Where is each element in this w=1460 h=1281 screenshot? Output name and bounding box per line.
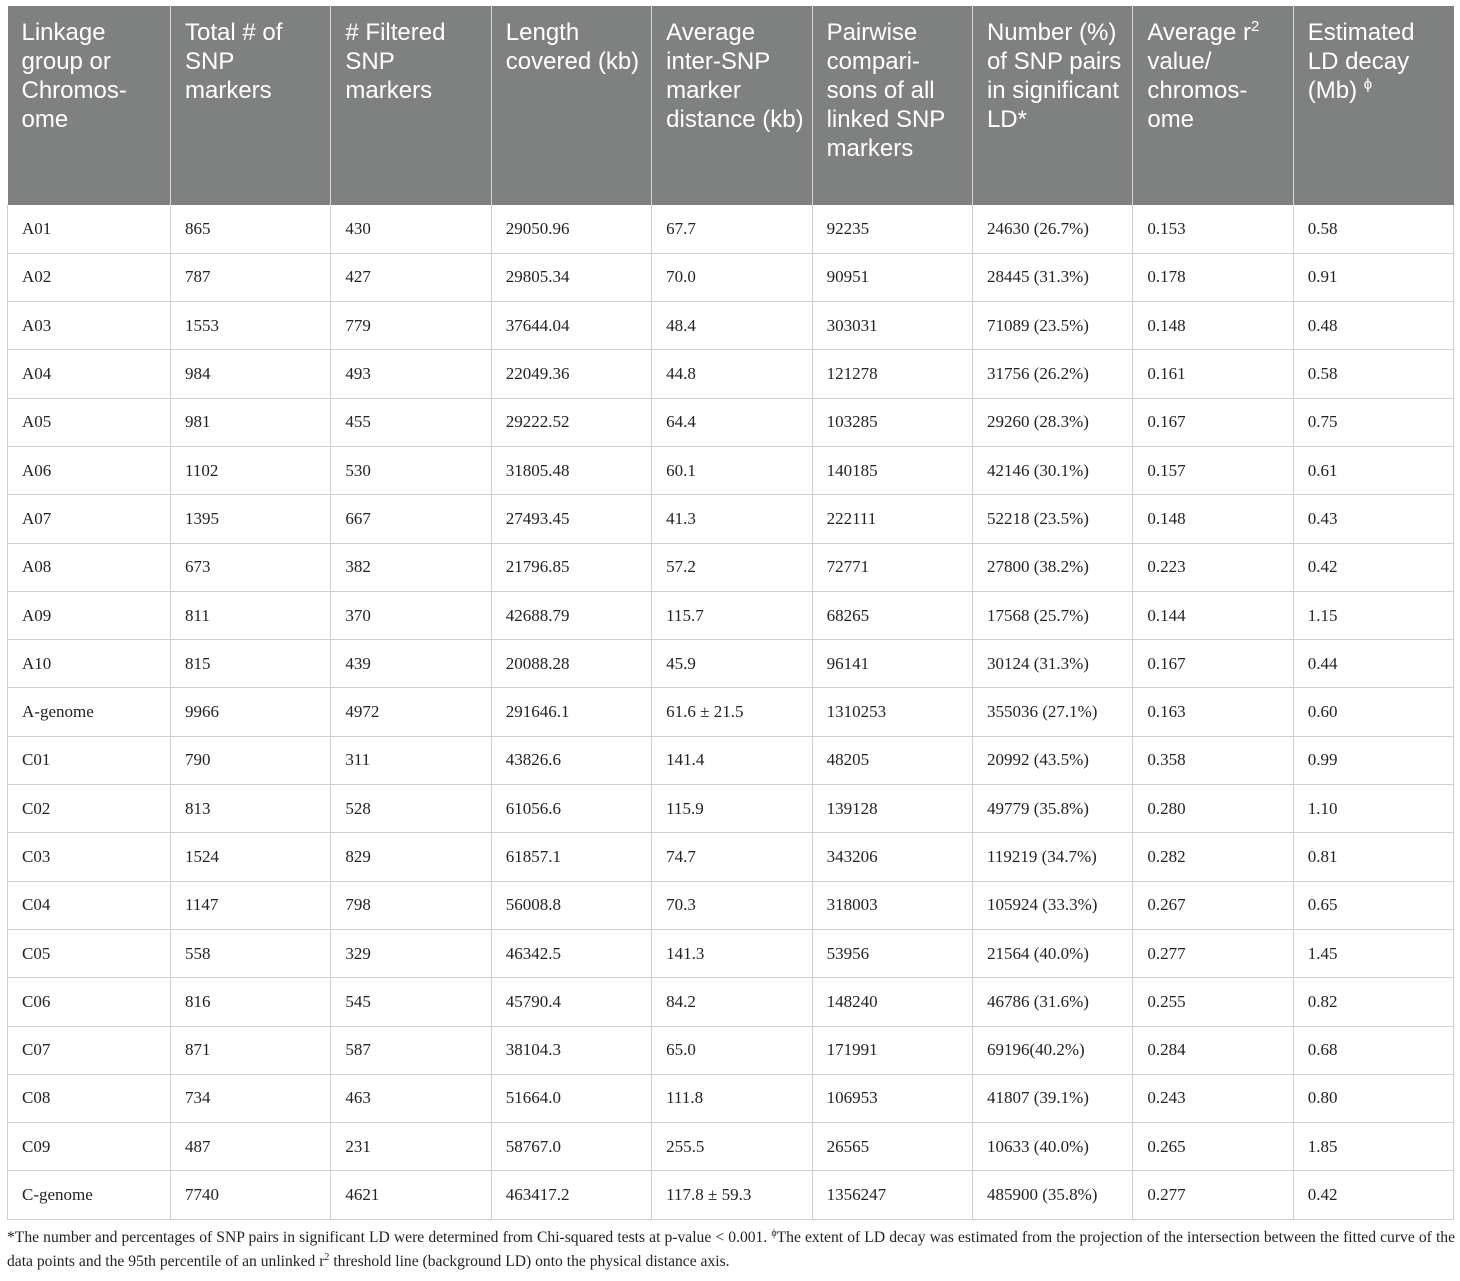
table-cell: 42146 (30.1%)	[972, 446, 1132, 494]
table-cell: 111.8	[652, 1074, 812, 1122]
column-header-pre: Estimated LD decay (Mb)	[1307, 19, 1415, 104]
table-row	[8, 495, 1454, 543]
table-cell: 545	[331, 978, 491, 1026]
table-cell: 71089 (23.5%)	[972, 302, 1132, 350]
table-cell: A06	[8, 446, 171, 494]
table-cell: 1102	[171, 446, 331, 494]
table-row	[8, 736, 1454, 784]
table-row	[8, 1171, 1454, 1219]
table-cell: 9966	[171, 688, 331, 736]
table-cell: C05	[8, 929, 171, 977]
table-cell: 981	[171, 398, 331, 446]
table-cell: 255.5	[652, 1123, 812, 1171]
table-cell: 0.267	[1133, 881, 1293, 929]
table-cell: 4972	[331, 688, 491, 736]
table-row	[8, 929, 1454, 977]
table-cell: 0.284	[1133, 1026, 1293, 1074]
table-cell: 61857.1	[491, 833, 651, 881]
table-cell: 46786 (31.6%)	[972, 978, 1132, 1026]
table-cell: 57.2	[652, 543, 812, 591]
table-cell: 139128	[812, 785, 972, 833]
table-cell: 0.243	[1133, 1074, 1293, 1122]
table-cell: 1524	[171, 833, 331, 881]
table-cell: 121278	[812, 350, 972, 398]
table-cell: 0.75	[1293, 398, 1453, 446]
table-cell: 115.7	[652, 591, 812, 639]
table-cell: A08	[8, 543, 171, 591]
table-cell: 1.85	[1293, 1123, 1453, 1171]
table-cell: 779	[331, 302, 491, 350]
table-cell: 303031	[812, 302, 972, 350]
table-cell: 0.167	[1133, 398, 1293, 446]
table-cell: 0.280	[1133, 785, 1293, 833]
table-cell: 1.15	[1293, 591, 1453, 639]
table-cell: 70.0	[652, 253, 812, 301]
table-cell: 815	[171, 640, 331, 688]
column-header: # Filtered SNP markers	[331, 6, 491, 205]
table-cell: 984	[171, 350, 331, 398]
table-cell: 96141	[812, 640, 972, 688]
table-cell: 0.65	[1293, 881, 1453, 929]
table-cell: 530	[331, 446, 491, 494]
table-cell: 69196(40.2%)	[972, 1026, 1132, 1074]
table-body	[8, 205, 1454, 1219]
table-cell: 44.8	[652, 350, 812, 398]
column-header-sup: ϕ	[1363, 76, 1373, 93]
table-cell: 1.10	[1293, 785, 1453, 833]
table-cell: 0.223	[1133, 543, 1293, 591]
table-cell: 811	[171, 591, 331, 639]
table-cell: A04	[8, 350, 171, 398]
table-cell: 46342.5	[491, 929, 651, 977]
ld-summary-table	[7, 6, 1454, 1220]
column-header-pre: Average r	[1147, 19, 1251, 46]
table-cell: 0.91	[1293, 253, 1453, 301]
table-cell: 343206	[812, 833, 972, 881]
table-row	[8, 833, 1454, 881]
table-cell: C03	[8, 833, 171, 881]
table-cell: 74.7	[652, 833, 812, 881]
table-cell: 587	[331, 1026, 491, 1074]
table-cell: A02	[8, 253, 171, 301]
table-header	[8, 6, 1454, 205]
table-cell: 56008.8	[491, 881, 651, 929]
table-cell: 667	[331, 495, 491, 543]
table-cell: 30124 (31.3%)	[972, 640, 1132, 688]
table-cell: 29260 (28.3%)	[972, 398, 1132, 446]
table-cell: 43826.6	[491, 736, 651, 784]
table-cell: C09	[8, 1123, 171, 1171]
footnote-text-1: *The number and percentages of SNP pairs in significant LD were determined from Chi-squared tests at p-value < 0.001.	[7, 1229, 772, 1246]
table-cell: 222111	[812, 495, 972, 543]
table-cell: 558	[171, 929, 331, 977]
table-cell: 48205	[812, 736, 972, 784]
table-cell: 865	[171, 205, 331, 253]
table-cell: 528	[331, 785, 491, 833]
table-cell: 329	[331, 929, 491, 977]
table-cell: 90951	[812, 253, 972, 301]
table-cell: 231	[331, 1123, 491, 1171]
table-cell: A01	[8, 205, 171, 253]
table-cell: 463417.2	[491, 1171, 651, 1219]
table-cell: 787	[171, 253, 331, 301]
table-cell: 22049.36	[491, 350, 651, 398]
table-cell: 673	[171, 543, 331, 591]
table-cell: 61056.6	[491, 785, 651, 833]
table-cell: C08	[8, 1074, 171, 1122]
table-cell: 41807 (39.1%)	[972, 1074, 1132, 1122]
table-cell: 0.167	[1133, 640, 1293, 688]
table-cell: 115.9	[652, 785, 812, 833]
table-cell: 0.144	[1133, 591, 1293, 639]
table-cell: 141.3	[652, 929, 812, 977]
table-cell: 0.277	[1133, 929, 1293, 977]
column-header	[1293, 6, 1453, 205]
table-cell: 67.7	[652, 205, 812, 253]
table-row	[8, 640, 1454, 688]
header-row	[8, 6, 1454, 205]
table-cell: 65.0	[652, 1026, 812, 1074]
table-cell: 68265	[812, 591, 972, 639]
table-cell: 0.282	[1133, 833, 1293, 881]
table-cell: 31805.48	[491, 446, 651, 494]
table-cell: 0.80	[1293, 1074, 1453, 1122]
table-row	[8, 978, 1454, 1026]
table-cell: C-genome	[8, 1171, 171, 1219]
column-header	[1133, 6, 1293, 205]
column-header: Linkage group or Chromos-ome	[8, 6, 171, 205]
table-cell: 1356247	[812, 1171, 972, 1219]
table-row	[8, 350, 1454, 398]
table-cell: 70.3	[652, 881, 812, 929]
table-cell: A07	[8, 495, 171, 543]
table-cell: 26565	[812, 1123, 972, 1171]
table-cell: 48.4	[652, 302, 812, 350]
table-cell: 734	[171, 1074, 331, 1122]
table-cell: 21796.85	[491, 543, 651, 591]
table-cell: 1553	[171, 302, 331, 350]
table-cell: 0.157	[1133, 446, 1293, 494]
table-cell: C04	[8, 881, 171, 929]
table-cell: 1395	[171, 495, 331, 543]
table-cell: 0.163	[1133, 688, 1293, 736]
table-cell: 49779 (35.8%)	[972, 785, 1132, 833]
table-cell: 463	[331, 1074, 491, 1122]
table-cell: 21564 (40.0%)	[972, 929, 1132, 977]
table-cell: 29805.34	[491, 253, 651, 301]
table-cell: 37644.04	[491, 302, 651, 350]
column-header-sup: 2	[1250, 18, 1260, 35]
table-cell: A05	[8, 398, 171, 446]
table-row	[8, 1026, 1454, 1074]
table-cell: 0.42	[1293, 543, 1453, 591]
table-cell: 103285	[812, 398, 972, 446]
table-cell: 117.8 ± 59.3	[652, 1171, 812, 1219]
table-row	[8, 785, 1454, 833]
footnote-superscript-2: 2	[324, 1251, 330, 1263]
table-cell: 20088.28	[491, 640, 651, 688]
table-cell: 0.60	[1293, 688, 1453, 736]
table-cell: 798	[331, 881, 491, 929]
footnote-text-2: The extent of LD decay was estimated from the projection of the intersection between the fitted curve of the data points and the 95th percentile of an unlinked r	[7, 1229, 1456, 1270]
table-cell: 45.9	[652, 640, 812, 688]
table-cell: 0.153	[1133, 205, 1293, 253]
table-cell: 427	[331, 253, 491, 301]
table-row	[8, 302, 1454, 350]
table-cell: 119219 (34.7%)	[972, 833, 1132, 881]
table-cell: 0.99	[1293, 736, 1453, 784]
table-cell: 31756 (26.2%)	[972, 350, 1132, 398]
column-header: Length covered (kb)	[491, 6, 651, 205]
table-cell: 0.61	[1293, 446, 1453, 494]
table-cell: 0.44	[1293, 640, 1453, 688]
table-cell: C06	[8, 978, 171, 1026]
table-cell: 816	[171, 978, 331, 1026]
table-cell: 28445 (31.3%)	[972, 253, 1132, 301]
table-cell: 171991	[812, 1026, 972, 1074]
table-cell: 455	[331, 398, 491, 446]
table-cell: 318003	[812, 881, 972, 929]
table-row	[8, 881, 1454, 929]
table-cell: 4621	[331, 1171, 491, 1219]
table-row	[8, 253, 1454, 301]
table-cell: 370	[331, 591, 491, 639]
table-cell: 0.81	[1293, 833, 1453, 881]
table-cell: 439	[331, 640, 491, 688]
table-cell: 42688.79	[491, 591, 651, 639]
table-row	[8, 1123, 1454, 1171]
table-cell: 106953	[812, 1074, 972, 1122]
table-cell: 58767.0	[491, 1123, 651, 1171]
table-cell: 0.148	[1133, 302, 1293, 350]
table-cell: 41.3	[652, 495, 812, 543]
column-header: Total # of SNP markers	[171, 6, 331, 205]
footnote-phi-symbol: ϕ	[771, 1227, 777, 1239]
table-row	[8, 543, 1454, 591]
table-cell: 1.45	[1293, 929, 1453, 977]
table-cell: 0.43	[1293, 495, 1453, 543]
table-container	[7, 6, 1453, 1220]
table-cell: 29222.52	[491, 398, 651, 446]
table-cell: 0.277	[1133, 1171, 1293, 1219]
table-cell: 0.68	[1293, 1026, 1453, 1074]
table-cell: 27800 (38.2%)	[972, 543, 1132, 591]
table-cell: 790	[171, 736, 331, 784]
table-cell: 10633 (40.0%)	[972, 1123, 1132, 1171]
table-cell: 7740	[171, 1171, 331, 1219]
table-cell: 72771	[812, 543, 972, 591]
table-cell: 84.2	[652, 978, 812, 1026]
table-cell: 291646.1	[491, 688, 651, 736]
column-header-post: value/ chromos-ome	[1147, 48, 1248, 133]
table-cell: 148240	[812, 978, 972, 1026]
table-cell: 29050.96	[491, 205, 651, 253]
table-row	[8, 205, 1454, 253]
table-cell: 829	[331, 833, 491, 881]
column-header: Pairwise compari-sons of all linked SNP markers	[812, 6, 972, 205]
table-cell: 105924 (33.3%)	[972, 881, 1132, 929]
table-cell: 27493.45	[491, 495, 651, 543]
table-row	[8, 446, 1454, 494]
table-footnote	[7, 1226, 1455, 1274]
column-header: Average inter-SNP marker distance (kb)	[652, 6, 812, 205]
table-cell: A-genome	[8, 688, 171, 736]
table-cell: 53956	[812, 929, 972, 977]
table-cell: 64.4	[652, 398, 812, 446]
table-cell: A10	[8, 640, 171, 688]
table-row	[8, 398, 1454, 446]
table-cell: 0.265	[1133, 1123, 1293, 1171]
table-cell: 61.6 ± 21.5	[652, 688, 812, 736]
table-cell: 871	[171, 1026, 331, 1074]
table-cell: 24630 (26.7%)	[972, 205, 1132, 253]
table-cell: C02	[8, 785, 171, 833]
table-cell: 52218 (23.5%)	[972, 495, 1132, 543]
table-cell: 485900 (35.8%)	[972, 1171, 1132, 1219]
table-row	[8, 688, 1454, 736]
table-cell: A03	[8, 302, 171, 350]
table-cell: 1310253	[812, 688, 972, 736]
table-cell: 60.1	[652, 446, 812, 494]
table-cell: 382	[331, 543, 491, 591]
table-cell: 38104.3	[491, 1026, 651, 1074]
table-cell: 0.178	[1133, 253, 1293, 301]
table-cell: 1147	[171, 881, 331, 929]
table-cell: 0.358	[1133, 736, 1293, 784]
table-cell: 20992 (43.5%)	[972, 736, 1132, 784]
table-row	[8, 591, 1454, 639]
table-row	[8, 1074, 1454, 1122]
table-cell: 0.48	[1293, 302, 1453, 350]
table-cell: 0.82	[1293, 978, 1453, 1026]
table-cell: 0.255	[1133, 978, 1293, 1026]
table-cell: 0.42	[1293, 1171, 1453, 1219]
table-cell: 17568 (25.7%)	[972, 591, 1132, 639]
table-cell: C01	[8, 736, 171, 784]
table-cell: 0.58	[1293, 205, 1453, 253]
table-cell: 0.148	[1133, 495, 1293, 543]
table-cell: 45790.4	[491, 978, 651, 1026]
table-cell: 311	[331, 736, 491, 784]
table-cell: 355036 (27.1%)	[972, 688, 1132, 736]
table-cell: 51664.0	[491, 1074, 651, 1122]
table-cell: 487	[171, 1123, 331, 1171]
footnote-text-3: threshold line (background LD) onto the physical distance axis.	[329, 1253, 730, 1270]
column-header: Number (%) of SNP pairs in significant LD*	[972, 6, 1132, 205]
table-cell: 92235	[812, 205, 972, 253]
table-cell: C07	[8, 1026, 171, 1074]
table-cell: 0.58	[1293, 350, 1453, 398]
table-cell: 813	[171, 785, 331, 833]
table-cell: 140185	[812, 446, 972, 494]
table-cell: 0.161	[1133, 350, 1293, 398]
table-cell: 141.4	[652, 736, 812, 784]
table-cell: A09	[8, 591, 171, 639]
table-cell: 493	[331, 350, 491, 398]
table-cell: 430	[331, 205, 491, 253]
